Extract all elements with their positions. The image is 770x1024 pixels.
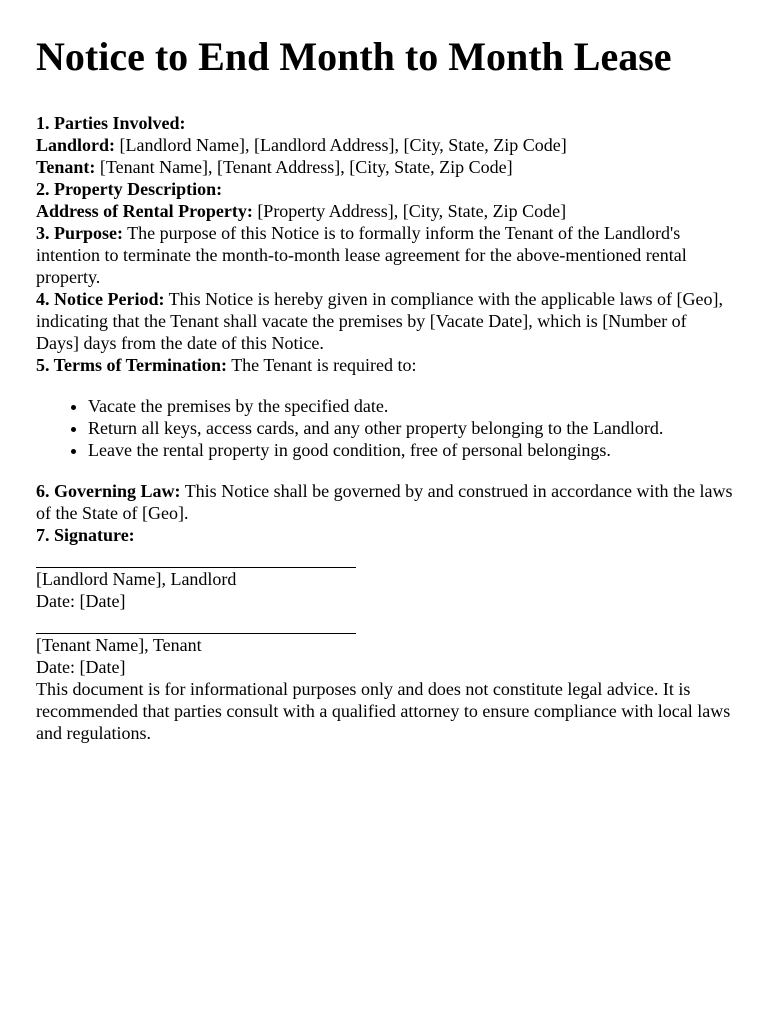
document-body xyxy=(36,112,734,744)
purpose-label: 3. Purpose: xyxy=(36,223,123,243)
tenant-signature-line xyxy=(36,612,356,634)
landlord-line xyxy=(36,134,734,156)
terms-text: The Tenant is required to: xyxy=(227,355,417,375)
purpose-paragraph xyxy=(36,222,734,288)
parties-heading: 1. Parties Involved: xyxy=(36,113,186,133)
notice-period-paragraph xyxy=(36,288,734,354)
tenant-signature-date: Date: [Date] xyxy=(36,657,126,677)
property-address-line xyxy=(36,200,734,222)
purpose-text: The purpose of this Notice is to formally inform the Tenant of the Landlord's intention to terminate the month-to-month lease agreement for the above-mentioned rental property. xyxy=(36,223,687,287)
landlord-value: [Landlord Name], [Landlord Address], [City, State, Zip Code] xyxy=(115,135,567,155)
notice-period-label: 4. Notice Period: xyxy=(36,289,165,309)
list-item: • Return all keys, access cards, and any other property belonging to the Landlord. xyxy=(88,417,734,439)
terms-list xyxy=(36,395,734,461)
governing-law-paragraph xyxy=(36,480,734,524)
landlord-signature-date: Date: [Date] xyxy=(36,591,126,611)
landlord-label: Landlord: xyxy=(36,135,116,155)
terms-paragraph xyxy=(36,354,734,376)
landlord-signature-name: [Landlord Name], Landlord xyxy=(36,569,237,589)
terms-label: 5. Terms of Termination: xyxy=(36,355,228,375)
landlord-signature-line xyxy=(36,546,356,568)
list-item: • Vacate the premises by the specified date. xyxy=(88,395,734,417)
disclaimer-paragraph: This document is for informational purposes only and does not constitute legal advice. It is recommended that parties consult with a qualified attorney to ensure compliance with local laws and regulations. xyxy=(36,679,731,743)
governing-law-label: 6. Governing Law: xyxy=(36,481,181,501)
tenant-value: [Tenant Name], [Tenant Address], [City, State, Zip Code] xyxy=(95,157,513,177)
property-address-label: Address of Rental Property: xyxy=(36,201,253,221)
list-item: • Leave the rental property in good condition, free of personal belongings. xyxy=(88,439,734,461)
tenant-label: Tenant: xyxy=(36,157,96,177)
signature-heading: 7. Signature: xyxy=(36,525,135,545)
notice-period-text: This Notice is hereby given in compliance with the applicable laws of [Geo], indicating that the Tenant shall vacate the premises by [Vacate Date], which is [Number of Days] days from the date of this Notice. xyxy=(36,289,723,353)
governing-law-text: This Notice shall be governed by and construed in accordance with the laws of the State of [Geo]. xyxy=(36,481,733,523)
property-heading: 2. Property Description: xyxy=(36,179,223,199)
tenant-signature-name: [Tenant Name], Tenant xyxy=(36,635,202,655)
document-title: Notice to End Month to Month Lease xyxy=(36,34,672,79)
tenant-line xyxy=(36,156,734,178)
property-address-value: [Property Address], [City, State, Zip Code] xyxy=(252,201,567,221)
